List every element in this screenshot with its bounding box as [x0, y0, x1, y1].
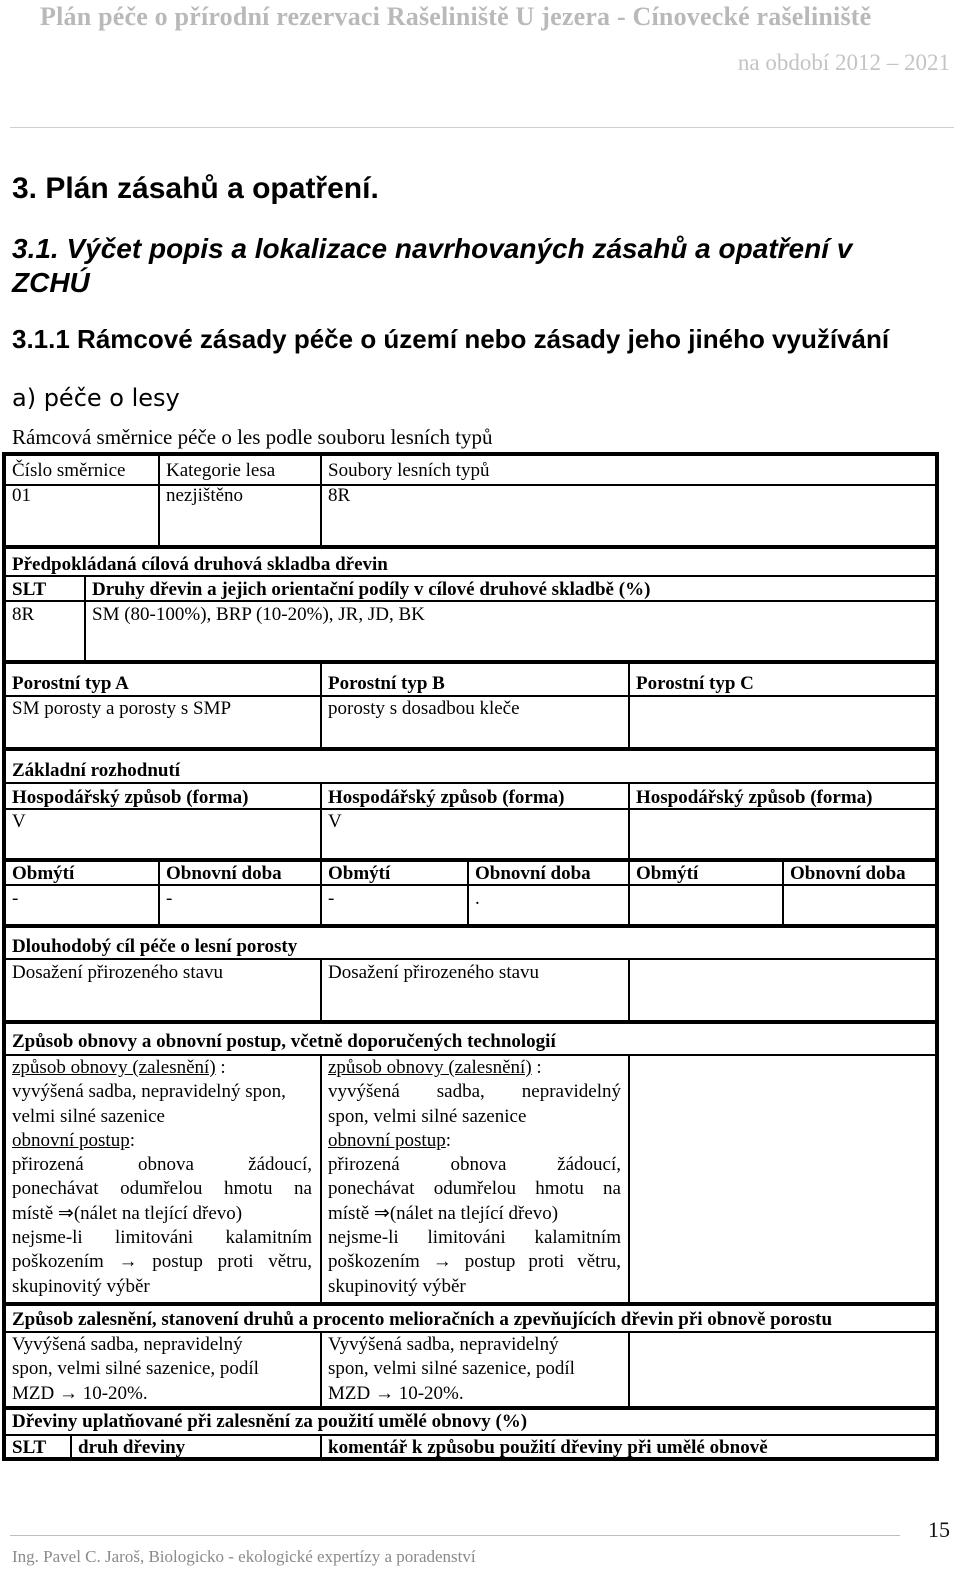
value-slt: 8R: [12, 604, 35, 625]
column-divider: [158, 862, 160, 924]
page-number: 15: [928, 1517, 950, 1542]
header-management-form-1: Hospodářský způsob (forma): [12, 787, 249, 808]
header-regeneration-period-1: Obnovní doba: [166, 863, 282, 884]
header-forest-type-sets: Soubory lesních typů: [328, 460, 490, 481]
column-divider: [628, 960, 630, 1020]
value-stand-type-b: porosty s dosadbou kleče: [328, 698, 520, 719]
header-rotation-2: Obmýtí: [328, 863, 391, 884]
value-forest-category: nezjištěno: [166, 485, 244, 506]
column-divider: [70, 1436, 72, 1457]
afforestation-text-a: Vyvýšená sadba, nepravidelný spon, velmi silné sazenice, podíl MZD → 10-20%.: [12, 1334, 259, 1404]
footer-author: Ing. Pavel C. Jaroš, Biologicko - ekologické expertízy a poradenství: [12, 1547, 476, 1566]
header-divider: [10, 127, 954, 128]
row-divider: [6, 958, 935, 960]
section-title-artificial-regeneration: Dřeviny uplatňované při zalesnění za použití umělé obnovy (%): [12, 1411, 528, 1432]
section-divider: [6, 545, 935, 549]
section-title-target-species: Předpokládaná cílová druhová skladba dřevin: [12, 554, 388, 575]
section-title-afforestation-species: Způsob zalesnění, stanovení druhů a procento melioračních a zpevňujících dřevin při obnově porostu: [12, 1309, 833, 1330]
header-regeneration-period-2: Obnovní doba: [475, 863, 591, 884]
column-divider: [320, 1056, 322, 1302]
section-title-long-term-goal: Dlouhodobý cíl péče o lesní porosty: [12, 936, 298, 957]
afforestation-text-b: Vyvýšená sadba, nepravidelný spon, velmi silné sazenice, podíl MZD → 10-20%.: [328, 1334, 575, 1404]
header-management-form-3: Hospodářský způsob (forma): [636, 787, 873, 808]
value-regeneration-period-2: .: [475, 888, 480, 909]
value-regeneration-period-1: -: [166, 888, 173, 909]
header-usage-comment: komentář k způsobu použití dřeviny při umělé obnově: [328, 1437, 768, 1458]
subsection-heading: 3.1.1 Rámcové zásady péče o území nebo zásady jeho jiného využívání: [12, 324, 890, 354]
column-divider: [628, 1333, 630, 1406]
value-management-form-1: V: [12, 811, 26, 832]
table-caption: Rámcová směrnice péče o les podle souboru lesních typů: [12, 425, 493, 449]
column-divider: [320, 960, 322, 1020]
topic-heading: a) péče o lesy: [12, 384, 180, 412]
header-forest-category: Kategorie lesa: [166, 460, 276, 481]
label-regeneration-procedure: obnovní postup: [328, 1129, 446, 1151]
document-header-title: Plán péče o přírodní rezervaci Rašeliniště U jezera - Cínovecké rašeliniště: [40, 2, 872, 31]
label-afforestation-method: způsob obnovy (zalesnění): [12, 1057, 216, 1078]
row-divider: [6, 484, 935, 486]
value-long-term-goal-a: Dosažení přirozeného stavu: [12, 962, 224, 983]
regeneration-method-text-b: způsob obnovy (zalesnění) : vyvýšená sadba, nepravidelný spon, velmi silné sazenice obnovní postup: přirozená obnova žádoucí, ponechávat odumřelou hmotu na místě ⇒(nálet na tlející dřevo) nejsme-li limitováni kalamitním poškozením → postup proti větru, skupinovitý výběr: [328, 1057, 621, 1297]
row-divider: [6, 575, 935, 577]
value-management-form-2: V: [328, 811, 342, 832]
section-divider: [6, 1020, 935, 1024]
document-header-period: na období 2012 – 2021: [737, 50, 950, 75]
section-divider: [6, 747, 935, 751]
column-divider: [158, 456, 160, 545]
header-tree-species: druh dřeviny: [78, 1437, 186, 1458]
chapter-heading: 3. Plán zásahů a opatření.: [12, 172, 379, 205]
label-afforestation-method: způsob obnovy (zalesnění): [328, 1057, 532, 1078]
row-divider: [6, 782, 935, 784]
header-stand-type-b: Porostní typ B: [328, 673, 445, 694]
header-stand-type-c: Porostní typ C: [636, 673, 754, 694]
header-stand-type-a: Porostní typ A: [12, 673, 129, 694]
footer-divider: [10, 1535, 900, 1536]
section-title-basic-decision: Základní rozhodnutí: [12, 760, 181, 781]
column-divider: [628, 784, 630, 858]
label-regeneration-procedure: obnovní postup: [12, 1129, 130, 1151]
column-divider: [84, 577, 86, 660]
header-species-shares: Druhy dřevin a jejich orientační podíly v cílové druhové skladbě (%): [92, 579, 651, 600]
value-species-shares: SM (80-100%), BRP (10-20%), JR, JD, BK: [92, 604, 425, 625]
section-divider: [6, 924, 935, 928]
header-slt-artificial: SLT: [12, 1437, 47, 1458]
section-divider: [6, 660, 935, 664]
value-long-term-goal-b: Dosažení přirozeného stavu: [328, 962, 540, 983]
column-divider: [320, 1333, 322, 1406]
section-title-regeneration-method: Způsob obnovy a obnovní postup, včetně doporučených technologií: [12, 1031, 556, 1052]
header-rotation-3: Obmýtí: [636, 863, 699, 884]
section-divider: [6, 1302, 935, 1306]
value-rotation-1: -: [12, 888, 19, 909]
column-divider: [320, 784, 322, 858]
column-divider: [320, 1436, 322, 1457]
column-divider: [628, 664, 630, 747]
section-heading: 3.1. Výčet popis a lokalizace navrhovaných zásahů a opatření v ZCHÚ: [12, 233, 853, 298]
column-divider: [320, 456, 322, 545]
column-divider: [320, 862, 322, 924]
regeneration-method-text-a: způsob obnovy (zalesnění) : vyvýšená sadba, nepravidelný spon, velmi silné sazenice obnovní postup: přirozená obnova žádoucí, ponechávat odumřelou hmotu na místě ⇒(nálet na tlející dřevo) nejsme-li limitováni kalamitním poškozením → postup proti větru, skupinovitý výběr: [12, 1057, 312, 1297]
column-divider: [782, 862, 784, 924]
column-divider: [320, 664, 322, 747]
header-slt: SLT: [12, 579, 47, 600]
value-directive-number: 01: [12, 485, 31, 506]
column-divider: [467, 862, 469, 924]
header-regeneration-period-3: Obnovní doba: [790, 863, 906, 884]
header-management-form-2: Hospodářský způsob (forma): [328, 787, 565, 808]
value-stand-type-a: SM porosty a porosty s SMP: [12, 698, 232, 719]
header-directive-number: Číslo směrnice: [12, 460, 126, 481]
value-rotation-2: -: [328, 888, 335, 909]
column-divider: [628, 862, 630, 924]
header-rotation-1: Obmýtí: [12, 863, 75, 884]
column-divider: [628, 1056, 630, 1302]
value-forest-type-sets: 8R: [328, 485, 351, 506]
